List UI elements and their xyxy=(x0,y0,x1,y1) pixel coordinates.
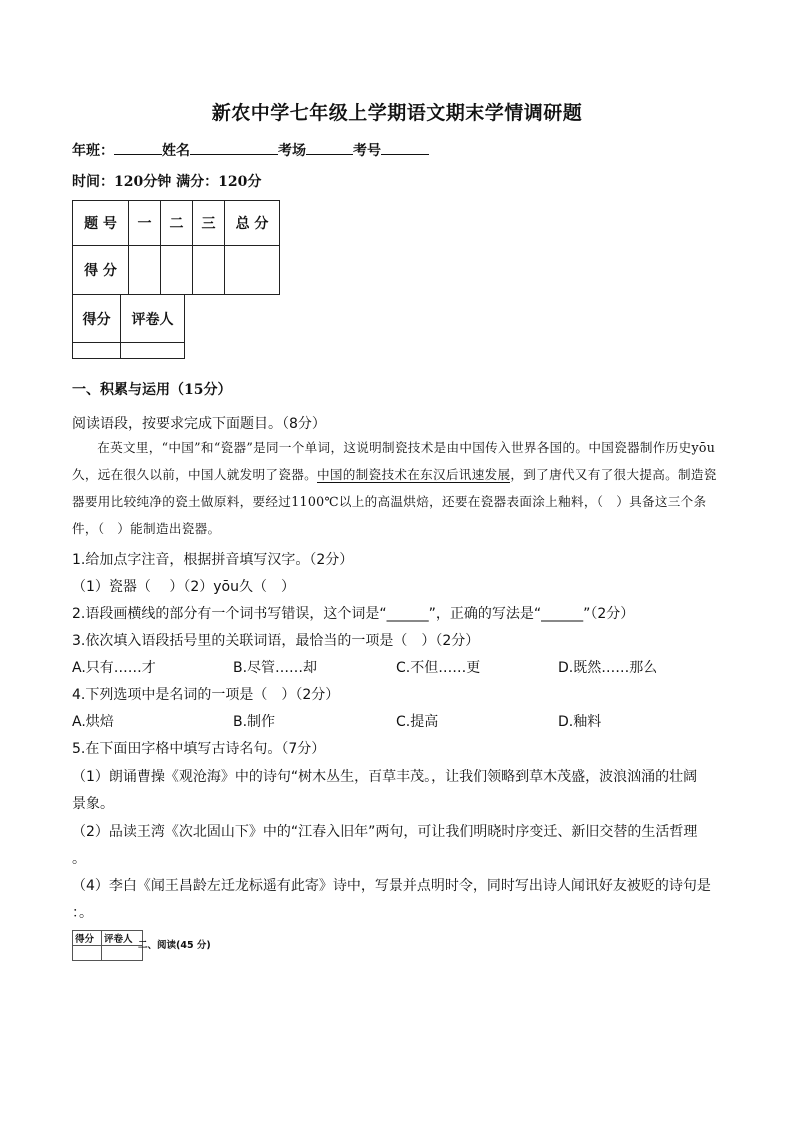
room-blank[interactable] xyxy=(306,142,353,155)
question-5-2: （2）品读王湾《次北固山下》中的“江春入旧年”两句，可让我们明晓时序变迁、新旧交替的生活哲理 xyxy=(72,824,698,840)
question-5-4: （4）李白《闻王昌龄左迁龙标遥有此寄》诗中，写景并点明时令，同时写出诗人闻讯好友被贬的诗句是 xyxy=(72,878,711,894)
question-5: 5.在下面田字格中填写古诗名句。（7分） xyxy=(72,741,326,757)
q4-option-a[interactable]: A.烘焙 xyxy=(72,714,114,730)
student-info-line xyxy=(72,140,429,160)
section2-grader-table xyxy=(72,930,143,961)
score-cell[interactable] xyxy=(161,246,193,295)
score-table-header: 三 xyxy=(193,201,225,246)
class-label: 年班： xyxy=(72,143,114,159)
number-blank[interactable] xyxy=(381,142,429,155)
name-blank[interactable] xyxy=(190,142,278,155)
score-row-label: 得 分 xyxy=(73,246,129,295)
page-title: 新农中学七年级上学期语文期末学情调研题 xyxy=(211,102,583,124)
score-table xyxy=(72,200,280,295)
reading-passage xyxy=(72,434,722,542)
section2-grader-label: 评卷人 xyxy=(102,931,143,946)
grader-name-cell[interactable] xyxy=(121,343,185,359)
grader-table xyxy=(72,294,185,359)
passage-underlined: 中国的制瓷技术在东汉后讯速发展 xyxy=(316,467,511,482)
question-2: 2.语段画横线的部分有一个词书写错误，这个词是“______”，正确的写法是“______”（2分） xyxy=(72,606,635,622)
q4-option-b[interactable]: B.制作 xyxy=(233,714,276,730)
score-table-header: 总 分 xyxy=(225,201,280,246)
grader-score-cell[interactable] xyxy=(73,343,121,359)
grader-score-label: 得分 xyxy=(73,295,121,343)
question-3: 3.依次填入语段括号里的关联词语，最恰当的一项是（ ）（2分） xyxy=(72,633,480,649)
section2-score-cell[interactable] xyxy=(73,946,102,961)
name-label: 姓名 xyxy=(162,143,190,159)
q3-option-d[interactable]: D.既然……那么 xyxy=(558,660,658,676)
grader-label: 评卷人 xyxy=(121,295,185,343)
score-table-header: 题 号 xyxy=(73,201,129,246)
question-5-1: （1）朗诵曹操《观沧海》中的诗句“树木丛生，百草丰茂。，让我们领略到草木茂盛，波浪汹涌的壮阔 xyxy=(72,769,698,785)
question-5-4-cont: ：。 xyxy=(72,905,93,921)
section1-heading: 一、积累与运用（15分） xyxy=(72,382,232,398)
time-score-line: 时间：120分钟 满分：120分 xyxy=(72,174,262,190)
score-cell[interactable] xyxy=(129,246,161,295)
q4-option-d[interactable]: D.釉料 xyxy=(558,714,602,730)
q3-option-c[interactable]: C.不但……更 xyxy=(396,660,481,676)
q3-option-b[interactable]: B.尽管……却 xyxy=(233,660,318,676)
score-cell[interactable] xyxy=(225,246,280,295)
question-5-2-cont: 。 xyxy=(72,851,86,867)
class-blank[interactable] xyxy=(114,142,162,155)
room-label: 考场 xyxy=(278,143,306,159)
section1-intro: 阅读语段，按要求完成下面题目。（8分） xyxy=(72,416,326,432)
question-1-sub: （1）瓷器（ ）（2）yōu久（ ） xyxy=(72,579,295,595)
section2-heading: 二、阅读(45 分) xyxy=(138,940,211,951)
question-1: 1.给加点字注音，根据拼音填写汉字。（2分） xyxy=(72,552,354,568)
passage-text: ，到了唐代又有了很大提高。制造瓷器要用比较纯净的瓷土做原料，要经过1100℃以上的高温烘焙，还要在瓷器表面涂上釉料，（ ）具备这三个条件，（ ）能制造出瓷器。 xyxy=(72,467,717,536)
section2-grader-cell[interactable] xyxy=(102,946,143,961)
number-label: 考号 xyxy=(353,143,381,159)
q4-option-c[interactable]: C.提高 xyxy=(396,714,439,730)
question-4: 4.下列选项中是名词的一项是（ ）（2分） xyxy=(72,687,340,703)
q3-option-a[interactable]: A.只有……才 xyxy=(72,660,156,676)
score-table-header: 一 xyxy=(129,201,161,246)
section2-score-label: 得分 xyxy=(73,931,102,946)
score-table-header: 二 xyxy=(161,201,193,246)
question-5-1-cont: 景象。 xyxy=(72,796,114,812)
score-cell[interactable] xyxy=(193,246,225,295)
passage-text: 在英文里，“中国”和“瓷器”是同一个单词，这说明制瓷技术是由中国传入世界各国的。中国瓷器制作历史yōu久，远在很久以前，中国人就发明了瓷器。 xyxy=(72,440,716,482)
